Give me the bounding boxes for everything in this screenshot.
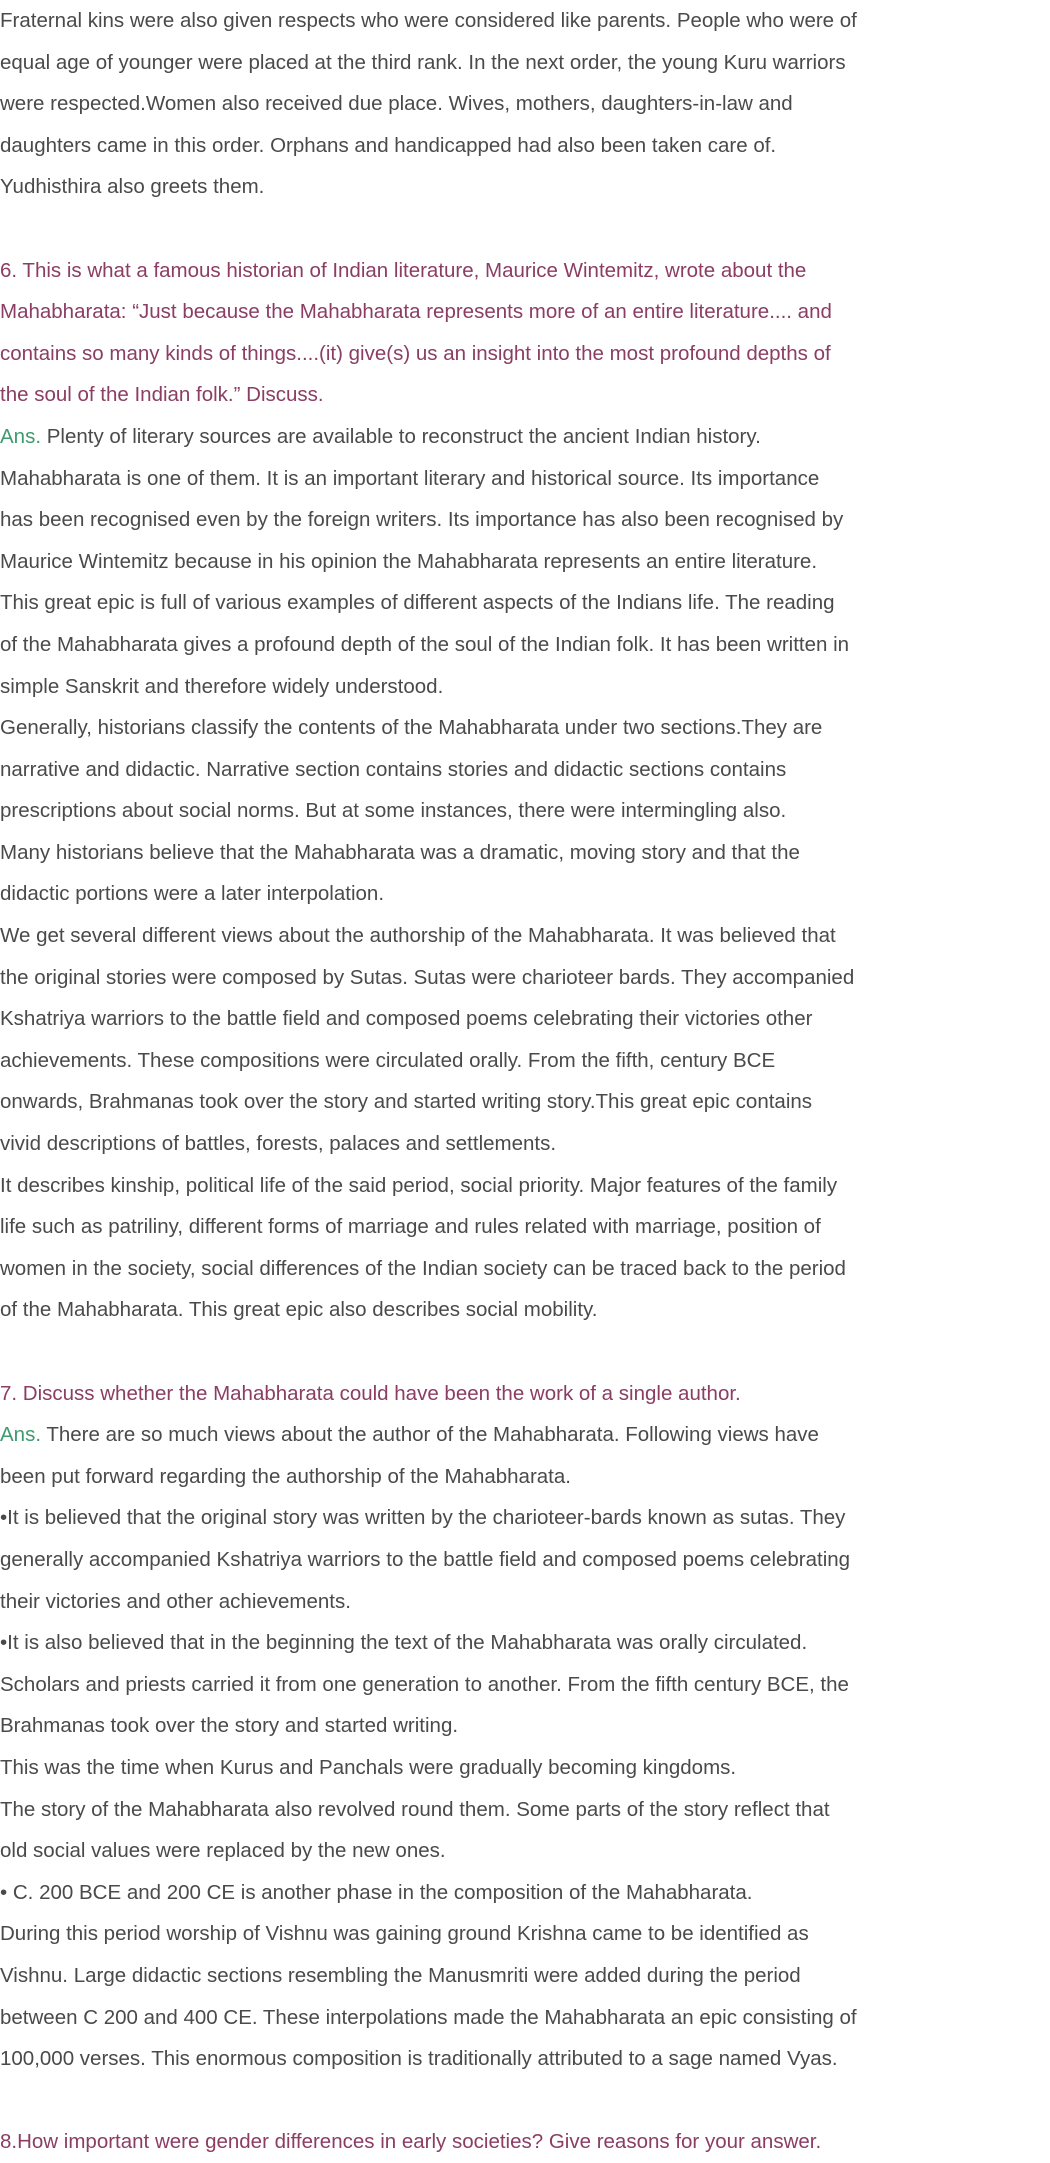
line-text: Yudhisthira also greets them. (0, 175, 265, 199)
line-text: 100,000 verses. This enormous composition is traditionally attributed to a sage named Vyas. (0, 2047, 838, 2071)
line-text: •It is believed that the original story was written by the charioteer-bards known as sutas. They (0, 1506, 846, 1530)
paragraph-spacer (0, 1331, 1050, 1373)
line-text: women in the society, social differences of the Indian society can be traced back to the period (0, 1256, 846, 1280)
line-text: daughters came in this order. Orphans and handicapped had also been taken care of. (0, 133, 777, 157)
line-text: • C. 200 BCE and 200 CE is another phase in the composition of the Mahabharata. (0, 1880, 753, 1904)
text-line (0, 1830, 1050, 1872)
line-text: Kshatriya warriors to the battle field and composed poems celebrating their victories other (0, 1007, 813, 1031)
line-text: 7. Discuss whether the Mahabharata could have been the work of a single author. (0, 1381, 741, 1405)
text-line (0, 2038, 1050, 2080)
line-text: generally accompanied Kshatriya warriors to the battle field and composed poems celebrating (0, 1547, 851, 1571)
line-text: been put forward regarding the authorship of the Mahabharata. (0, 1464, 571, 1488)
answer-paragraph (0, 1414, 1050, 2080)
line-text: •It is also believed that in the beginning the text of the Mahabharata was orally circulated. (0, 1631, 808, 1655)
line-text: This was the time when Kurus and Panchals were gradually becoming kingdoms. (0, 1755, 737, 1779)
text-line (0, 1123, 1050, 1165)
text-line (0, 1913, 1050, 1955)
text-line (0, 873, 1050, 915)
line-text: the original stories were composed by Sutas. Sutas were charioteer bards. They accompanied (0, 965, 855, 989)
text-line (0, 832, 1050, 874)
line-text: didactic portions were a later interpolation. (0, 882, 385, 906)
text-line (0, 707, 1050, 749)
question-line (0, 1373, 1050, 1415)
line-text: were respected.Women also received due place. Wives, mothers, daughters-in-law and (0, 92, 793, 116)
text-line (0, 1581, 1050, 1623)
text-line (0, 125, 1050, 167)
answer-label: Ans. (0, 424, 42, 448)
text-line (0, 0, 1050, 42)
answer-label: Ans. (0, 1423, 42, 1447)
text-line (0, 666, 1050, 708)
question-heading (0, 250, 1050, 416)
line-text: between C 200 and 400 CE. These interpolations made the Mahabharata an epic consisting of (0, 2005, 857, 2029)
text-line (0, 1456, 1050, 1498)
line-text: There are so much views about the author of the Mahabharata. Following views have (41, 1423, 819, 1447)
text-line (0, 416, 1050, 458)
line-text: onwards, Brahmanas took over the story and started writing story.This great epic contains (0, 1090, 813, 1114)
text-line (0, 1789, 1050, 1831)
answer-paragraph (0, 416, 1050, 1331)
text-line (0, 957, 1050, 999)
text-line (0, 1497, 1050, 1539)
line-text: Vishnu. Large didactic sections resembling the Manusmriti were added during the period (0, 1963, 801, 1987)
question-line (0, 291, 1050, 333)
line-text: life such as patriliny, different forms of marriage and rules related with marriage, position of (0, 1215, 821, 1239)
line-text: Brahmanas took over the story and started writing. (0, 1714, 459, 1738)
question-heading (0, 1373, 1050, 1415)
question-line (0, 250, 1050, 292)
text-line (0, 1622, 1050, 1664)
text-line (0, 1040, 1050, 1082)
paragraph-spacer (0, 2080, 1050, 2122)
text-line (0, 998, 1050, 1040)
text-line (0, 1664, 1050, 1706)
line-text: the soul of the Indian folk.” Discuss. (0, 383, 324, 407)
text-line (0, 166, 1050, 208)
line-text: This great epic is full of various examples of different aspects of the Indians life. The reading (0, 591, 835, 615)
line-text: Many historians believe that the Mahabharata was a dramatic, moving story and that the (0, 840, 800, 864)
question-heading (0, 2121, 1050, 2163)
line-text: prescriptions about social norms. But at some instances, there were intermingling also. (0, 799, 787, 823)
text-line (0, 541, 1050, 583)
text-line (0, 1747, 1050, 1789)
text-line (0, 42, 1050, 84)
text-line (0, 915, 1050, 957)
text-line (0, 1872, 1050, 1914)
line-text: vivid descriptions of battles, forests, palaces and settlements. (0, 1132, 557, 1156)
line-text: 8.How important were gender differences in early societies? Give reasons for your answer. (0, 2130, 822, 2154)
line-text: has been recognised even by the foreign writers. Its importance has also been recognised by (0, 508, 844, 532)
text-line (0, 1081, 1050, 1123)
line-text: Mahabharata is one of them. It is an important literary and historical source. Its importance (0, 466, 820, 490)
text-line (0, 83, 1050, 125)
line-text: The story of the Mahabharata also revolved round them. Some parts of the story reflect that (0, 1797, 830, 1821)
text-line (0, 1206, 1050, 1248)
line-text: Fraternal kins were also given respects who were considered like parents. People who were of (0, 9, 857, 32)
line-text: It describes kinship, political life of the said period, social priority. Major features of the family (0, 1173, 838, 1197)
text-line (0, 1705, 1050, 1747)
text-line (0, 1955, 1050, 1997)
line-text: We get several different views about the authorship of the Mahabharata. It was believed that (0, 924, 836, 948)
line-text: 6. This is what a famous historian of Indian literature, Maurice Wintemitz, wrote about the (0, 258, 807, 282)
line-text: Generally, historians classify the contents of the Mahabharata under two sections.They are (0, 716, 823, 740)
text-line (0, 1414, 1050, 1456)
line-text: achievements. These compositions were circulated orally. From the fifth, century BCE (0, 1048, 776, 1072)
text-line (0, 1289, 1050, 1331)
text-line (0, 458, 1050, 500)
line-text: Scholars and priests carried it from one generation to another. From the fifth century BCE, the (0, 1672, 849, 1696)
text-line (0, 1248, 1050, 1290)
question-line (0, 374, 1050, 416)
line-text: their victories and other achievements. (0, 1589, 351, 1613)
text-line (0, 624, 1050, 666)
line-text: contains so many kinds of things....(it) give(s) us an insight into the most profound depths of (0, 341, 831, 365)
text-line (0, 499, 1050, 541)
text-line (0, 1165, 1050, 1207)
line-text: of the Mahabharata gives a profound depth of the soul of the Indian folk. It has been written in (0, 632, 850, 656)
line-text: Plenty of literary sources are available to reconstruct the ancient Indian history. (41, 424, 761, 448)
line-text: Maurice Wintemitz because in his opinion the Mahabharata represents an entire literature. (0, 549, 818, 573)
question-line (0, 2121, 1050, 2163)
text-line (0, 749, 1050, 791)
question-line (0, 333, 1050, 375)
line-text: During this period worship of Vishnu was gaining ground Krishna came to be identified as (0, 1922, 809, 1946)
line-text: equal age of younger were placed at the third rank. In the next order, the young Kuru warriors (0, 50, 846, 74)
line-text: narrative and didactic. Narrative section contains stories and didactic sections contains (0, 757, 787, 781)
line-text: of the Mahabharata. This great epic also describes social mobility. (0, 1298, 598, 1322)
text-line (0, 1997, 1050, 2039)
line-text: old social values were replaced by the new ones. (0, 1839, 446, 1863)
text-line (0, 1539, 1050, 1581)
text-line (0, 582, 1050, 624)
text-line (0, 790, 1050, 832)
paragraph-spacer (0, 208, 1050, 250)
line-text: Mahabharata: “Just because the Mahabharata represents more of an entire literature.... and (0, 300, 832, 324)
text-paragraph (0, 0, 1050, 208)
line-text: simple Sanskrit and therefore widely understood. (0, 674, 444, 698)
